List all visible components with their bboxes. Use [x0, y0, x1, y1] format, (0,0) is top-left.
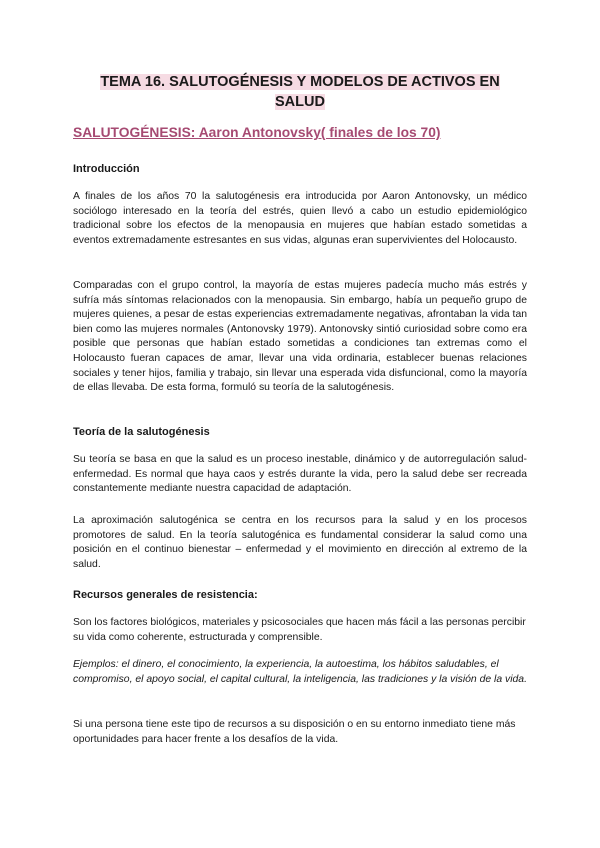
section-subtitle: SALUTOGÉNESIS: Aaron Antonovsky( finales de los 70) — [73, 125, 441, 140]
paragraph-resources-1: Son los factores biológicos, materiales y psicosociales que hacen más fácil a las personas percibir su vida como coherente, estructurada y comprensible. — [73, 617, 526, 643]
paragraph-theory-2: La aproximación salutogénica se centra en los recursos para la salud y en los procesos promotores de salud. En la teoría salutogénica es fundamental considerar la salud como una posición en el continuo bienestar – enfermedad y el movimiento en dirección al extremo de la salud. — [73, 515, 527, 570]
heading-introduccion: Introducción — [73, 163, 140, 175]
paragraph-intro-1: A finales de los años 70 la salutogénesis era introducida por Aaron Antonovsky, un médico sociólogo interesado en la teoría del estrés, quien llevó a cabo un estudio epidemiológico tradicional sobre los efectos de la menopausia en mujeres que habían estado sometidas a eventos extremadamente estresantes en sus vidas, algunas eran supervivientes del Holocausto. — [73, 191, 527, 246]
paragraph-intro-2: Comparadas con el grupo control, la mayoría de estas mujeres padecía mucho más estrés y sufría más síntomas relacionados con la menopausia. Sin embargo, había un pequeño grupo de mujeres quienes, a pesar de estas experiencias extremadamente negativas, afrontaban la vida tan bien como las mujeres normales (Antonovsky 1979). Antonovsky sintió curiosidad sobre como era posible que personas que habían estado sometidas a condiciones tan extremas como el Holocausto fueran capaces de amar, llevar una vida ordinaria, establecer buenas relaciones sociales y tener hijos, familia y trabajo, sin llevar una esperada vida disfuncional, como la mayoría de ellas llevaba. De esta forma, formuló su teoría de la salutogénesis. — [73, 280, 527, 394]
page-title — [60, 72, 540, 112]
paragraph-resources-3: Si una persona tiene este tipo de recursos a su disposición o en su entorno inmediato tiene más oportunidades para hacer frente a los desafíos de la vida. — [73, 719, 516, 745]
heading-recursos: Recursos generales de resistencia: — [73, 589, 258, 601]
paragraph-resources-examples: Ejemplos: el dinero, el conocimiento, la experiencia, la autoestima, los hábitos saludables, el compromiso, el apoyo social, el capital cultural, la inteligencia, las tradiciones y la visión de la vida. — [73, 659, 527, 685]
paragraph-theory-1: Su teoría se basa en que la salud es un proceso inestable, dinámico y de autorregulación salud-enfermedad. Es normal que haya caos y estrés durante la vida, pero la salud debe ser recreada constantemente mediante nuestra capacidad de adaptación. — [73, 454, 527, 495]
heading-teoria: Teoría de la salutogénesis — [73, 426, 210, 438]
title-line-1: TEMA 16. SALUTOGÉNESIS Y MODELOS DE ACTIVOS EN — [100, 74, 500, 90]
title-line-2: SALUD — [275, 94, 325, 110]
